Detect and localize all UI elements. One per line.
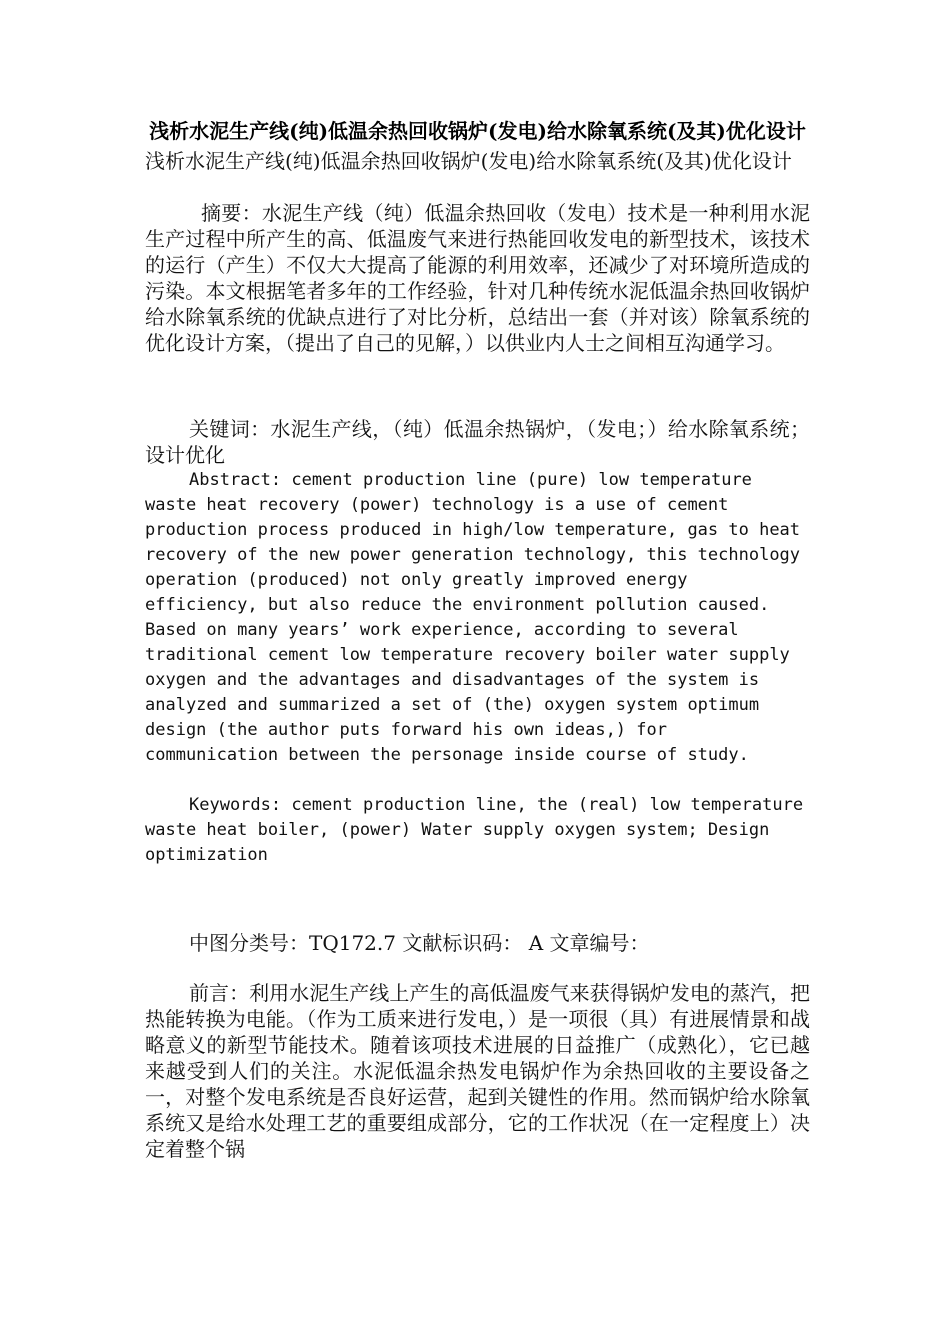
foreword-paragraph: 前言：利用水泥生产线上产生的高低温废气来获得锅炉发电的蒸汽，把热能转换为电能。（作为工质来进行发电，）是一项很（具）有进展情景和战略意义的新型节能技术。随着该项技术进展的日益推广（成熟化），它已越来越受到人们的关注。水泥低温余热发电锅炉作为余热回收的主要设备之一，对整个发电系统是否良好运营，起到关键性的作用。然而锅炉给水除氧系统又是给水处理工艺的重要组成部分，它的工作状况（在一定程度上）决定着整个锅	[145, 981, 810, 1161]
english-keywords: Keywords: cement production line, the (real) low temperature waste heat boiler, (power) Water supply oxygen system; Design optimization	[145, 795, 804, 865]
document-title: 浅析水泥生产线(纯)低温余热回收锅炉(发电)给水除氧系统(及其)优化设计	[149, 119, 806, 143]
document-page	[145, 118, 810, 1162]
english-abstract: Abstract: cement production line (pure) low temperature waste heat recovery (power) technology is a use of cement production process produced in high/low temperature, gas to heat recovery of the new power generation technology, this technology operation (produced) not only greatly improved energy efficiency, but also reduce the environment pollution caused. Based on many years’ work experience, according to several traditional cement low temperature recovery boiler water supply oxygen and the advantages and disadvantages of the system is analyzed and summarized a set of (the) oxygen system optimum design (the author puts forward his own ideas,) for communication between the personage inside course of study.	[145, 470, 801, 765]
chinese-abstract: 摘要：水泥生产线（纯）低温余热回收（发电）技术是一种利用水泥生产过程中所产生的高、低温废气来进行热能回收发电的新型技术，该技术的运行（产生）不仅大大提高了能源的利用效率，还减少了对环境所造成的污染。本文根据笔者多年的工作经验，针对几种传统水泥低温余热回收锅炉给水除氧系统的优缺点进行了对比分析，总结出一套（并对该）除氧系统的优化设计方案，（提出了自己的见解，）以供业内人士之间相互沟通学习。	[145, 201, 810, 355]
chinese-keywords: 关键词：水泥生产线，（纯）低温余热锅炉，（发电；）给水除氧系统；设计优化	[145, 417, 810, 467]
document-subtitle: 浅析水泥生产线(纯)低温余热回收锅炉(发电)给水除氧系统(及其)优化设计	[145, 149, 792, 173]
classification-line: 中图分类号：TQ172.7 文献标识码： A 文章编号：	[189, 931, 650, 955]
